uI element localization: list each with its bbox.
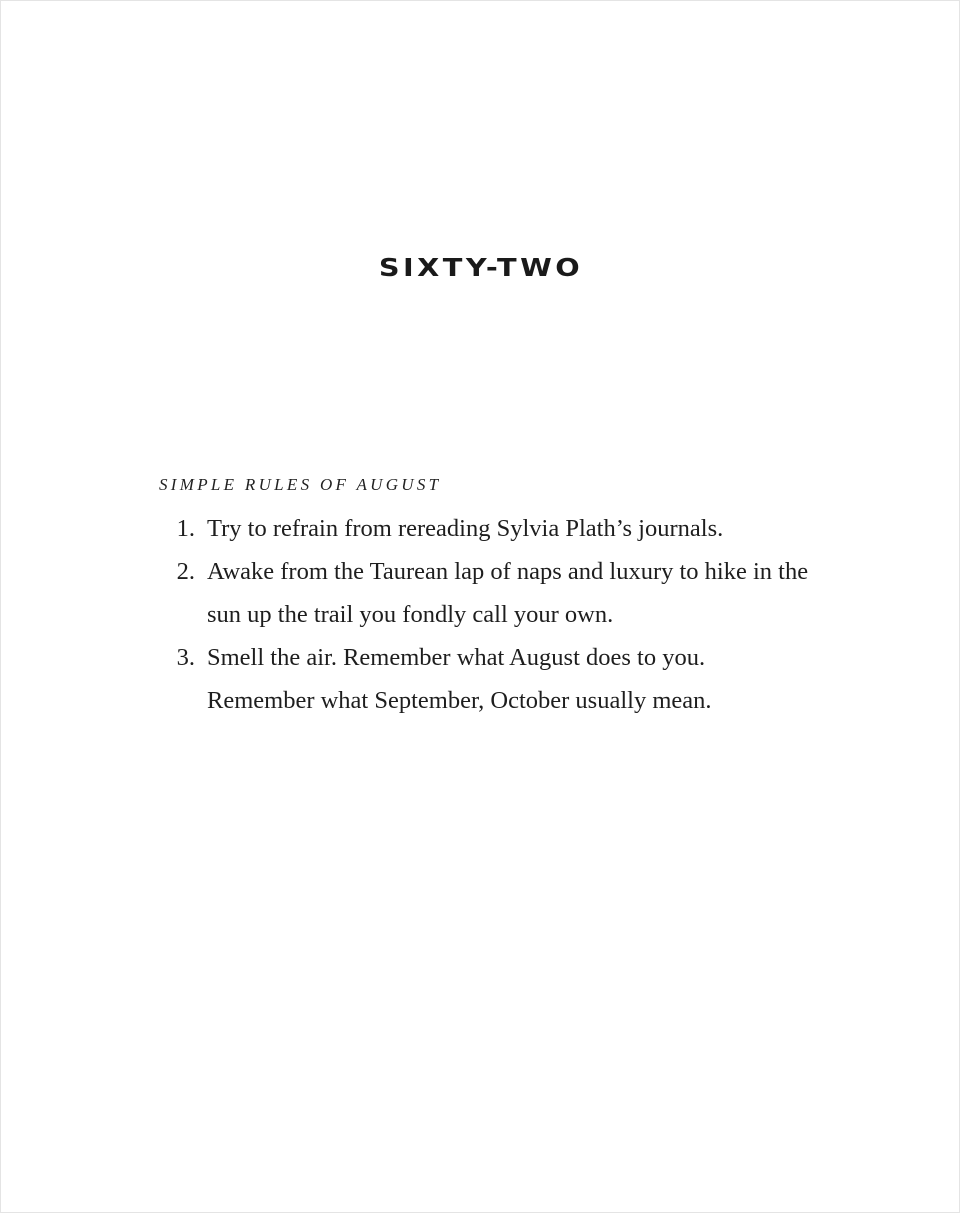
item-number: 2. bbox=[176, 558, 195, 585]
item-number: 3. bbox=[176, 644, 195, 671]
section-subtitle: SIMPLE RULES OF AUGUST bbox=[159, 475, 442, 494]
item-number: 1. bbox=[176, 515, 195, 542]
list-item bbox=[151, 507, 827, 550]
chapter-title: SIXTY-TWO bbox=[378, 253, 584, 282]
list-item bbox=[151, 636, 782, 722]
item-text: Awake from the Taurean lap of naps and luxury to hike in the sun up the trail you fondly call your own. bbox=[207, 558, 809, 628]
rules-list bbox=[151, 507, 851, 722]
item-text: Smell the air. Remember what August does to you. Remember what September, October usually mean. bbox=[207, 644, 712, 714]
list-item bbox=[151, 550, 827, 636]
item-text: Try to refrain from rereading Sylvia Plath’s journals. bbox=[207, 515, 724, 542]
